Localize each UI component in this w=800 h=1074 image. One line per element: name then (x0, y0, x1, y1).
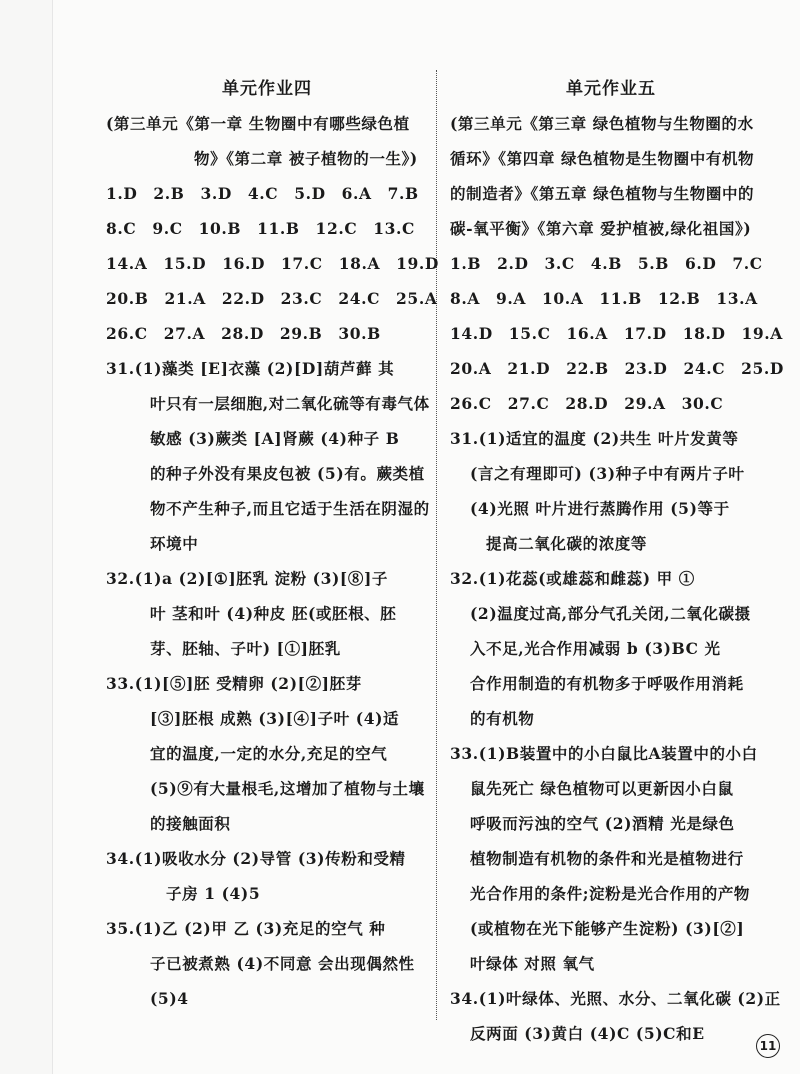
answer-32-line: 32.(1)a (2)[①]胚乳 淀粉 (3)[⑧]子 (106, 569, 388, 588)
answer-32-line: 入不足,光合作用减弱 b (3)BC 光 (470, 639, 721, 658)
answer-33-line: 叶绿体 对照 氧气 (470, 954, 595, 973)
answer-34-line: 子房 1 (4)5 (166, 884, 261, 903)
answer-31-line: 提高二氧化碳的浓度等 (486, 534, 648, 553)
answer-32-line: 32.(1)花蕊(或雄蕊和雌蕊) 甲 ① (450, 569, 695, 588)
answer-32-line: 合作用制造的有机物多于呼吸作用消耗 (470, 674, 744, 693)
answer-35-line: 子已被煮熟 (4)不同意 会出现偶然性 (150, 954, 415, 973)
answer-35-line: 35.(1)乙 (2)甲 乙 (3)充足的空气 种 (106, 919, 386, 938)
section-subtitle: 物》《第二章 被子植物的一生》) (194, 149, 418, 168)
choice-answers-row: 1.D 2.B 3.D 4.C 5.D 6.A 7.B (106, 184, 419, 203)
page-number-badge: 11 (756, 1034, 780, 1058)
answer-31-line: 环境中 (150, 534, 199, 553)
answer-33-line: 鼠先死亡 绿色植物可以更新因小白鼠 (470, 779, 734, 798)
answer-31-line: (言之有理即可) (3)种子中有两片子叶 (470, 464, 745, 483)
answer-33-line: 的接触面积 (150, 814, 231, 833)
answer-33-line: 宜的温度,一定的水分,充足的空气 (150, 744, 388, 763)
column-divider (436, 70, 437, 1020)
answer-32-line: 叶 茎和叶 (4)种皮 胚(或胚根、胚 (150, 604, 397, 623)
choice-answers-row: 1.B 2.D 3.C 4.B 5.B 6.D 7.C (450, 254, 763, 273)
answer-31-line: 31.(1)藻类 [E]衣藻 (2)[D]葫芦藓 其 (106, 359, 395, 378)
answer-33-line: 33.(1)B装置中的小白鼠比A装置中的小白 (450, 744, 758, 763)
section-title: 单元作业五 (566, 79, 656, 99)
choice-answers-row: 26.C 27.A 28.D 29.B 30.B (106, 324, 381, 343)
section-subtitle: 碳-氧平衡》《第六章 爱护植被,绿化祖国》) (450, 219, 752, 238)
answer-31-line: 物不产生种子,而且它适于生活在阴湿的 (150, 499, 430, 518)
left-column-unit-4 (106, 72, 439, 1016)
answer-34-line: 反两面 (3)黄白 (4)C (5)C和E (470, 1024, 705, 1043)
choice-answers-row: 20.B 21.A 22.D 23.C 24.C 25.A (106, 289, 438, 308)
answer-31-line: 的种子外没有果皮包被 (5)有。蕨类植 (150, 464, 425, 483)
answer-32-line: 的有机物 (470, 709, 535, 728)
choice-answers-row: 20.A 21.D 22.B 23.D 24.C 25.D (450, 359, 784, 378)
section-title: 单元作业四 (222, 79, 312, 99)
answer-32-line: 芽、胚轴、子叶) [①]胚乳 (150, 639, 341, 658)
answer-31-line: (4)光照 叶片进行蒸腾作用 (5)等于 (470, 499, 730, 518)
answer-35-line: (5)4 (150, 989, 189, 1008)
choice-answers-row: 26.C 27.C 28.D 29.A 30.C (450, 394, 724, 413)
answer-33-line: 植物制造有机物的条件和光是植物进行 (470, 849, 744, 868)
choice-answers-row: 8.A 9.A 10.A 11.B 12.B 13.A (450, 289, 758, 308)
answer-32-line: (2)温度过高,部分气孔关闭,二氧化碳摄 (470, 604, 751, 623)
answer-33-line: 呼吸而污浊的空气 (2)酒精 光是绿色 (470, 814, 735, 833)
answer-33-line: (或植物在光下能够产生淀粉) (3)[②] (470, 919, 745, 938)
answer-33-line: 33.(1)[⑤]胚 受精卵 (2)[②]胚芽 (106, 674, 362, 693)
choice-answers-row: 8.C 9.C 10.B 11.B 12.C 13.C (106, 219, 415, 238)
answer-33-line: [③]胚根 成熟 (3)[④]子叶 (4)适 (150, 709, 400, 728)
section-subtitle: 循环》《第四章 绿色植物是生物圈中有机物 (450, 149, 755, 168)
answer-34-line: 34.(1)吸收水分 (2)导管 (3)传粉和受精 (106, 849, 406, 868)
answer-31-line: 叶只有一层细胞,对二氧化硫等有毒气体 (150, 394, 430, 413)
answer-34-line: 34.(1)叶绿体、光照、水分、二氧化碳 (2)正 (450, 989, 781, 1008)
choice-answers-row: 14.D 15.C 16.A 17.D 18.D 19.A (450, 324, 783, 343)
right-column-unit-5 (450, 72, 784, 1051)
section-subtitle: (第三单元《第一章 生物圈中有哪些绿色植 (106, 114, 410, 133)
section-subtitle: 的制造者》《第五章 绿色植物与生物圈中的 (450, 184, 755, 203)
answer-33-line: 光合作用的条件;淀粉是光合作用的产物 (470, 884, 751, 903)
answer-31-line: 31.(1)适宜的温度 (2)共生 叶片发黄等 (450, 429, 739, 448)
choice-answers-row: 14.A 15.D 16.D 17.C 18.A 19.D (106, 254, 439, 273)
answer-31-line: 敏感 (3)蕨类 [A]肾蕨 (4)种子 B (150, 429, 400, 448)
answer-33-line: (5)⑨有大量根毛,这增加了植物与土壤 (150, 779, 425, 798)
section-subtitle: (第三单元《第三章 绿色植物与生物圈的水 (450, 114, 754, 133)
